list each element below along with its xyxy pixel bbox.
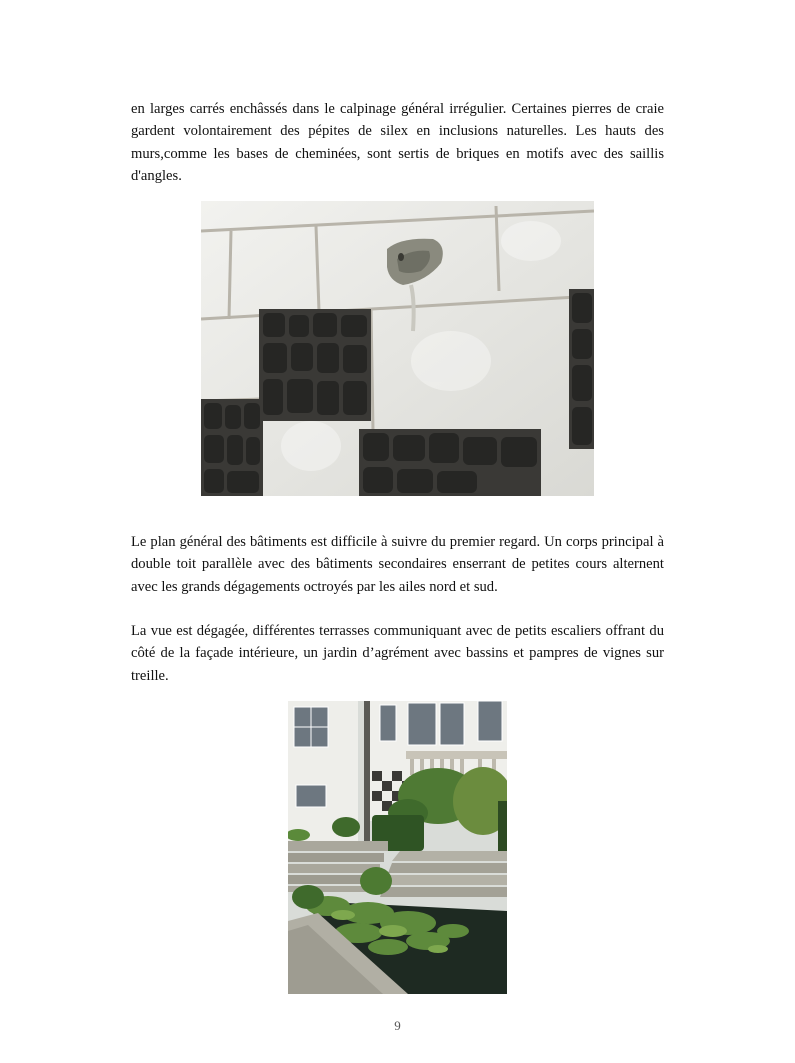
flint-block-3	[359, 429, 541, 496]
paragraph-walls: en larges carrés enchâssés dans le calpinage général irrégulier. Certaines pierres de craie gardent volontairement des pépites de silex en inclusions naturelles. Les hauts des murs,comme les bases de cheminées, sont sertis de briques en motifs avec des saillis d'angles.	[131, 101, 664, 185]
flint-block-4	[569, 289, 594, 449]
flint-block-1	[259, 309, 371, 421]
photo-flint-chalk-wall	[201, 201, 594, 496]
photo-garden-pond	[288, 701, 507, 994]
flint-block-2	[201, 399, 263, 496]
paragraph-plan: Le plan général des bâtiments est difficile à suivre du premier regard. Un corps principal à double toit parallèle avec des bâtiments secondaires enserrant de petites cours alternent avec les grands dégagements octroyés par les ailes nord et sud.	[131, 534, 664, 595]
page-number: 9	[394, 1018, 401, 1033]
paragraph-view: La vue est dégagée, différentes terrasses communiquant avec de petits escaliers offrant du côté de la façade intérieure, un jardin d’agrément avec bassins et pampres de vignes sur treille.	[131, 623, 664, 684]
